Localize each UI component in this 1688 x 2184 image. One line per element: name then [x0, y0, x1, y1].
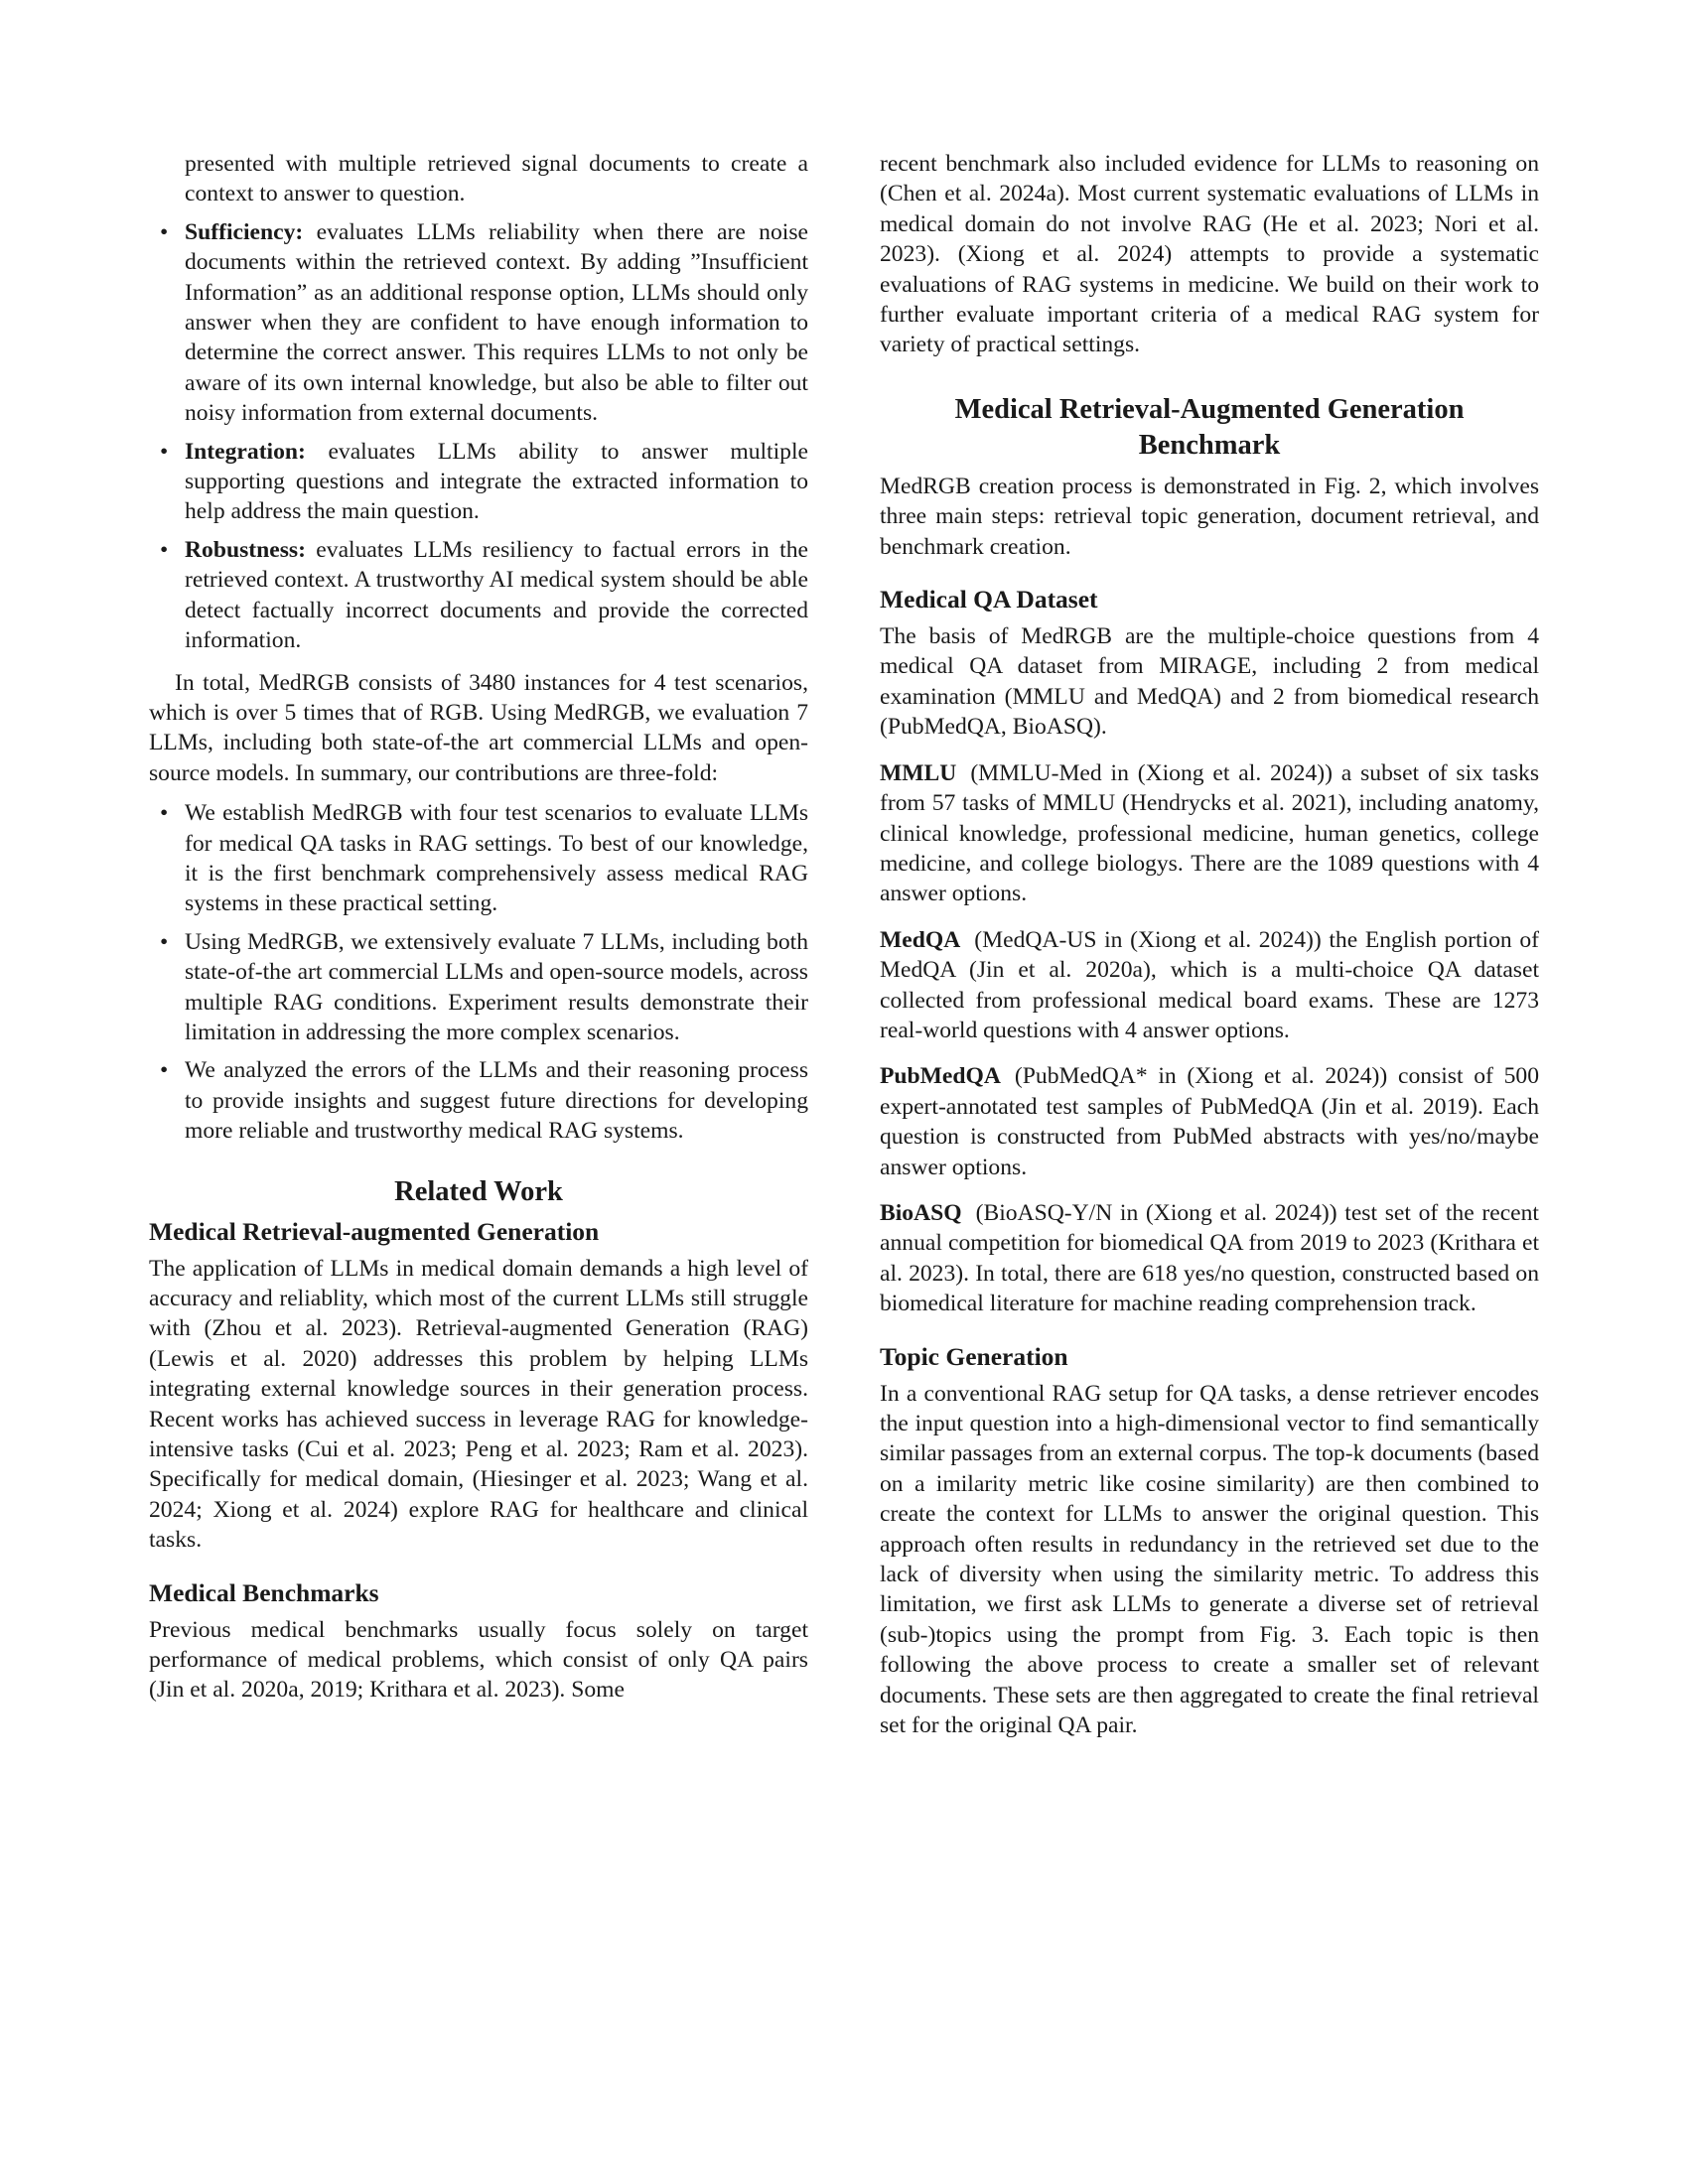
subsection-heading: Medical QA Dataset: [880, 585, 1098, 614]
dataset-name: PubMedQA: [880, 1063, 1001, 1090]
list-item-text: evaluates LLMs resiliency to factual errors in the retrieved context. A trustworthy AI medical system should be able detect factually incorrect documents and provide the corrected information.: [185, 536, 808, 654]
right-column: [880, 149, 1539, 1740]
list-item: [149, 217, 808, 429]
list-item-term: Sufficiency:: [185, 218, 304, 245]
dataset-paragraph: [880, 758, 1539, 909]
bullet-icon: •: [160, 1057, 169, 1084]
dataset-name: MedQA: [880, 926, 961, 953]
bullet-icon: •: [160, 536, 169, 563]
dataset-text: (PubMedQA* in (Xiong et al. 2024)) consist of 500 expert-annotated test samples of PubMedQA (Jin et al. 2019). Each question is constructed from PubMed abstracts with yes/no/maybe answer options.: [880, 1063, 1539, 1180]
list-item: [149, 1055, 808, 1146]
list-item-term: Integration:: [185, 438, 306, 465]
dataset-text: (MedQA-US in (Xiong et al. 2024)) the English portion of MedQA (Jin et al. 2020a), which is a multi-choice QA dataset collected from professional medical board exams. These are 1273 real-world questions with 4 answer options.: [880, 926, 1539, 1043]
continued-bullet-text: presented with multiple retrieved signal documents to create a context to answer to question.: [185, 151, 808, 207]
dataset-name: BioASQ: [880, 1199, 962, 1226]
dataset-paragraph: [880, 1061, 1539, 1182]
paragraph: In a conventional RAG setup for QA tasks, a dense retriever encodes the input question into a high-dimensional vector to find semantically similar passages from an external corpus. The top-k documents (based on a imilarity metric like cosine similarity) are then combined to create the context for LLMs to answer the original question. This approach often results in redundancy in the retrieved set due to the lack of diversity when using the similarity metric. To address this limitation, we first ask LLMs to generate a diverse set of retrieval (sub-)topics using the prompt from Fig. 3. Each topic is then following the above process to create a smaller set of relevant documents. These sets are then aggregated to create the final retrieval set for the original QA pair.: [880, 1380, 1539, 1739]
continued-paragraph: recent benchmark also included evidence for LLMs to reasoning on (Chen et al. 2024a). Most current systematic evaluations of LLMs in medical domain do not involve RAG (He et al. 2023; Nori et al. 2023). (Xiong et al. 2024) attempts to provide a systematic evaluations of RAG systems in medicine. We build on their work to further evaluate important criteria of a medical RAG system for variety of practical settings.: [880, 151, 1539, 358]
list-item-text: evaluates LLMs reliability when there are noise documents within the retrieved context. By adding ”Insufficient Information” as an additional response option, LLMs should only answer when they are confident to have enough information to determine the correct answer. This requires LLMs to not only be aware of its own internal knowledge, but also be able to filter out noisy information from external documents.: [185, 218, 808, 427]
bullet-icon: •: [160, 438, 169, 465]
bullet-icon: •: [160, 218, 169, 245]
dataset-text: (BioASQ-Y/N in (Xiong et al. 2024)) test set of the recent annual competition for biomedical QA from 2019 to 2023 (Krithara et al. 2023). In total, there are 618 yes/no question, constructed based on biomedical literature for machine reading comprehension track.: [880, 1199, 1539, 1317]
section-heading: [880, 392, 1539, 464]
dataset-paragraph: [880, 1198, 1539, 1319]
paragraph: The basis of MedRGB are the multiple-choice questions from 4 medical QA dataset from MIRAGE, including 2 from medical examination (MMLU and MedQA) and 2 from biomedical research (PubMedQA, BioASQ).: [880, 623, 1539, 741]
subsection-heading: Medical Retrieval-augmented Generation: [149, 1216, 600, 1246]
section-heading-line: Medical Retrieval-Augmented Generation: [954, 393, 1465, 425]
subsection-heading: Topic Generation: [880, 1341, 1068, 1371]
dataset-text: (MMLU-Med in (Xiong et al. 2024)) a subset of six tasks from 57 tasks of MMLU (Hendrycks et al. 2021), including anatomy, clinical knowledge, professional medicine, human genetics, college medicine, and college biologys. There are the 1089 questions with 4 answer options.: [880, 759, 1539, 907]
subsection-heading: Medical Benchmarks: [149, 1577, 379, 1607]
list-item: [149, 927, 808, 1048]
list-item: [149, 798, 808, 919]
paragraph: The application of LLMs in medical domain demands a high level of accuracy and reliablity, which most of the current LLMs still struggle with (Zhou et al. 2023). Retrieval-augmented Generation (RAG) (Lewis et al. 2020) addresses this problem by helping LLMs integrating external knowledge sources in their generation process. Recent works has achieved success in leverage RAG for knowledge-intensive tasks (Cui et al. 2023; Peng et al. 2023; Ram et al. 2023). Specifically for medical domain, (Hiesinger et al. 2023; Wang et al. 2024; Xiong et al. 2024) explore RAG for healthcare and clinical tasks.: [149, 1255, 808, 1554]
contributions-list: [149, 798, 808, 1146]
list-item: [149, 535, 808, 656]
scenario-list: [149, 217, 808, 656]
bullet-icon: •: [160, 800, 169, 827]
dataset-name: MMLU: [880, 759, 957, 786]
section-heading-line: Benchmark: [1138, 429, 1281, 461]
list-item: [149, 437, 808, 527]
paragraph: Previous medical benchmarks usually focus solely on target performance of medical problems, which consist of only QA pairs (Jin et al. 2020a, 2019; Krithara et al. 2023). Some: [149, 1616, 808, 1704]
paragraph: MedRGB creation process is demonstrated in Fig. 2, which involves three main steps: retrieval topic generation, document retrieval, and benchmark creation.: [880, 473, 1539, 560]
list-item-text: We establish MedRGB with four test scenarios to evaluate LLMs for medical QA tasks in RAG settings. To best of our knowledge, it is the first benchmark comprehensively assess medical RAG systems in these practical setting.: [185, 800, 808, 917]
list-item-term: Robustness:: [185, 536, 306, 563]
list-item-text: We analyzed the errors of the LLMs and their reasoning process to provide insights and suggest future directions for developing more reliable and trustworthy medical RAG systems.: [185, 1057, 808, 1145]
left-column: [149, 149, 808, 1706]
bullet-icon: •: [160, 928, 169, 955]
section-heading: Related Work: [394, 1175, 563, 1207]
summary-paragraph: In total, MedRGB consists of 3480 instances for 4 test scenarios, which is over 5 times that of RGB. Using MedRGB, we evaluation 7 LLMs, including both state-of-the art commercial LLMs and open-source models. In summary, our contributions are three-fold:: [149, 669, 808, 786]
list-item-text: evaluates LLMs ability to answer multiple supporting questions and integrate the extracted information to help address the main question.: [185, 438, 808, 525]
dataset-paragraph: [880, 925, 1539, 1046]
list-item-text: Using MedRGB, we extensively evaluate 7 LLMs, including both state-of-the art commercial LLMs and open-source models, across multiple RAG conditions. Experiment results demonstrate their limitation in addressing the more complex scenarios.: [185, 928, 808, 1045]
